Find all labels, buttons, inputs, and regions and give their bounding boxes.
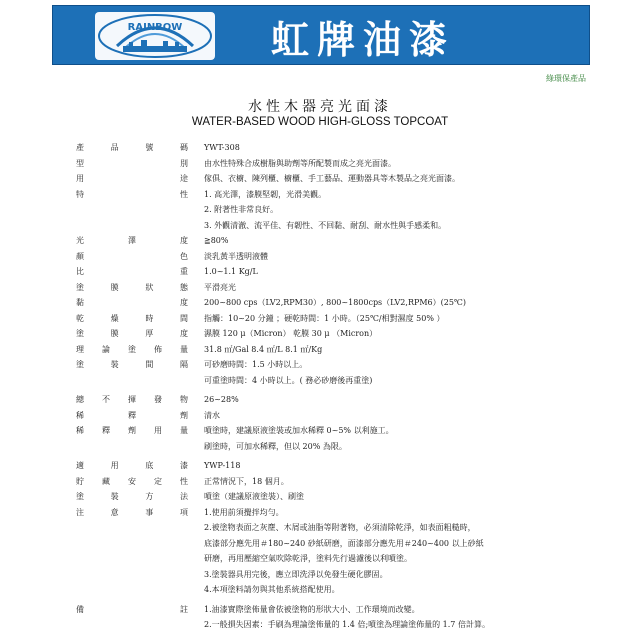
- spec-row: [76, 264, 596, 280]
- product-title-zh: 水性木器亮光面漆: [248, 99, 392, 115]
- spec-value: 200~800 cps（LV2,RPM30）, 800~1800cps（LV2,RPM6）(25℃): [204, 298, 466, 307]
- spec-label: 稀 釋 劑 用 量: [76, 426, 188, 435]
- spec-row: [76, 295, 596, 311]
- spec-label: 備 註: [76, 604, 188, 614]
- spec-label: 黏 度: [76, 298, 188, 307]
- spec-table: [76, 140, 596, 633]
- spec-row: [76, 392, 596, 408]
- spec-row: [76, 439, 596, 455]
- spec-row: [76, 311, 596, 327]
- spec-row: [76, 140, 596, 156]
- spec-label: 光 澤 度: [76, 236, 188, 245]
- spec-row: [76, 218, 596, 234]
- spec-value: 2. 附著性非常良好。: [204, 205, 279, 214]
- spec-row: [76, 202, 596, 218]
- spec-row: [76, 233, 596, 249]
- spec-value: ≧80%: [204, 236, 229, 245]
- spec-value: 刷塗時，可加水稀釋，但以 20% 為限。: [204, 441, 347, 451]
- spec-value: 1.0~1.1 Kg/L: [204, 267, 258, 276]
- spec-label: 理 論 塗 佈 量: [76, 344, 188, 354]
- spec-value: 清水: [204, 410, 220, 420]
- spec-value: 1.油漆實際塗佈量會依被塗物的形狀大小、工作環境而改變。: [204, 604, 420, 614]
- spec-label: 塗 裝 間 隔: [76, 360, 188, 369]
- rainbow-logo-icon: [95, 12, 215, 60]
- spec-label: 適 用 底 漆: [76, 461, 188, 470]
- spec-label: 顏 色: [76, 251, 188, 261]
- spec-label: 乾 燥 時 間: [76, 313, 188, 323]
- spec-row: [76, 458, 596, 474]
- spec-row: [76, 582, 596, 598]
- spec-label: 注 意 事 項: [76, 507, 188, 517]
- spec-label: 總 不 揮 發 物: [76, 395, 188, 404]
- spec-label: 塗 裝 方 法: [76, 492, 188, 501]
- spec-row: [76, 505, 596, 521]
- spec-value: 研磨，再用壓縮空氣吹除乾淨，塗料先行過濾後以利噴塗。: [204, 554, 412, 563]
- spec-label: 產 品 號 碼: [76, 143, 188, 152]
- spec-value: 3. 外觀清澈、流平佳、有韌性、不回黏、耐刮、耐水性與手感柔和。: [204, 220, 447, 230]
- spec-label: 貯 藏 安 定 性: [76, 476, 188, 486]
- spec-value: 4.本項塗料請勿與其他系統搭配使用。: [204, 585, 340, 594]
- spec-row: [76, 474, 596, 490]
- spec-value: 淡乳黃半透明液體: [204, 251, 268, 261]
- rainbow-logo: [95, 12, 215, 60]
- spec-value: 底漆部分應先用＃180~240 砂紙研磨，面漆部分應先用＃240~400 以上砂紙: [204, 538, 484, 548]
- spec-value: 噴塗（建議原液塗裝）、刷塗: [204, 492, 304, 501]
- header-banner: [52, 5, 590, 65]
- spec-value: 噴塗時，建議原液塗裝或加水稀釋 0~5% 以利施工。: [204, 426, 394, 435]
- spec-value: 可重塗時間：4 小時以上。( 務必砂磨後再重塗): [204, 375, 373, 385]
- spec-label: 型 別: [76, 158, 188, 168]
- spec-value: 傢俱、衣櫥、陳列櫃、櫥櫃、手工藝品、運動器具等木製品之亮光面漆。: [204, 174, 460, 183]
- brand-title: 虹牌油漆: [271, 18, 456, 62]
- spec-label: 塗 膜 狀 態: [76, 282, 188, 292]
- spec-value: 可砂磨時間：1.5 小時以上。: [204, 360, 308, 369]
- eco-tag: 綠環保產品: [546, 74, 586, 83]
- spec-row: [76, 280, 596, 296]
- spec-value: 31.8 ㎡/Gal 8.4 ㎡/L 8.1 ㎡/Kg: [204, 344, 323, 354]
- spec-label: 塗 膜 厚 度: [76, 329, 188, 338]
- spec-value: 2.一般損失因素：手刷為理論塗佈量的 1.4 倍;噴塗為理論塗佈量的 1.7 倍計算。: [204, 620, 490, 629]
- spec-row: [76, 249, 596, 265]
- spec-value: 26~28%: [204, 395, 239, 404]
- spec-row: [76, 489, 596, 505]
- spec-label: 用 途: [76, 174, 188, 183]
- spec-row: [76, 520, 596, 536]
- spec-row: [76, 602, 596, 618]
- spec-row: [76, 423, 596, 439]
- spec-value: YWP-118: [204, 461, 241, 470]
- spec-row: [76, 187, 596, 203]
- spec-row: [76, 551, 596, 567]
- spec-label: 比 重: [76, 267, 188, 276]
- spec-row: [76, 171, 596, 187]
- spec-row: [76, 567, 596, 583]
- spec-row: [76, 408, 596, 424]
- spec-value: 濕膜 120 μ（Micron） 乾膜 30 μ （Micron）: [204, 329, 378, 338]
- spec-value: YWT-308: [204, 143, 240, 152]
- spec-value: 指觸：10~20 分鐘 ；硬乾時間：1 小時。（25℃/相對濕度 50% ）: [204, 313, 445, 323]
- spec-row: [76, 156, 596, 172]
- spec-label: 稀 釋 劑: [76, 410, 188, 420]
- spec-row: [76, 536, 596, 552]
- spec-value: 2.被塗物表面之灰塵、木屑或油脂等附著物，必須清除乾淨，如表面粗糙時，: [204, 523, 476, 532]
- spec-row: [76, 373, 596, 389]
- spec-value: 正常情況下，18 個月。: [204, 476, 289, 486]
- spec-value: 1. 高光澤，漆膜堅韌，光滑美觀。: [204, 189, 327, 199]
- spec-label: 特 性: [76, 189, 188, 199]
- spec-row: [76, 357, 596, 373]
- spec-value: 1.使用前須攪拌均勻。: [204, 507, 284, 517]
- spec-row: [76, 326, 596, 342]
- spec-row: [76, 617, 596, 633]
- spec-row: [76, 342, 596, 358]
- spec-value: 由水性特殊合成樹脂與助劑等所配製而成之亮光面漆。: [204, 158, 396, 168]
- product-title-en: WATER-BASED WOOD HIGH-GLOSS TOPCOAT: [191, 116, 449, 128]
- spec-value: 平滑亮光: [204, 282, 236, 292]
- spec-value: 3.塗裝器具用完後，應立即洗淨以免發生硬化膠固。: [204, 569, 388, 579]
- logo-text: RAINBOW: [127, 22, 183, 33]
